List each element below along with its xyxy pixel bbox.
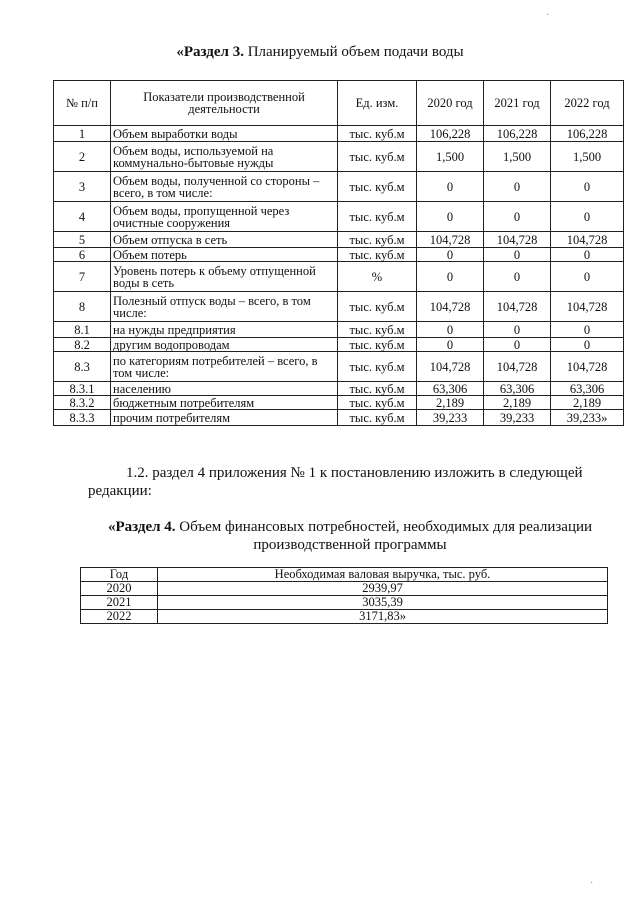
table-row (54, 396, 624, 410)
table-row (81, 610, 608, 624)
row-value-2022: 0 (551, 338, 624, 352)
row-num: 5 (54, 232, 111, 248)
row-value-2022: 0 (551, 262, 624, 292)
row-value-2022: 104,728 (551, 232, 624, 248)
table-row (54, 322, 624, 338)
row-value-2022: 0 (551, 248, 624, 262)
row-name: Объем воды, пропущенной через очистные сооружения (111, 202, 338, 232)
row-num: 1 (54, 126, 111, 142)
row-value-2022: 0 (551, 202, 624, 232)
row-value-2020: 0 (417, 262, 484, 292)
row-num: 3 (54, 172, 111, 202)
row-value-2020: 0 (417, 322, 484, 338)
scan-dot: · (590, 878, 594, 889)
row-unit: тыс. куб.м (338, 292, 417, 322)
row-value-2020: 104,728 (417, 232, 484, 248)
row-year: 2020 (81, 582, 158, 596)
row-value-2021: 104,728 (484, 352, 551, 382)
row-name: Объем воды, полученной со стороны – всего, в том числе: (111, 172, 338, 202)
row-value-2020: 1,500 (417, 142, 484, 172)
row-value-2020: 39,233 (417, 410, 484, 426)
row-value-2022: 39,233» (551, 410, 624, 426)
table-row (54, 338, 624, 352)
row-num: 8.2 (54, 338, 111, 352)
section-4-title-text: Объем финансовых потребностей, необходимых для реализации производственной программы (175, 519, 593, 553)
section-4-title (90, 518, 610, 554)
table-row (81, 596, 608, 610)
row-unit: тыс. куб.м (338, 338, 417, 352)
table-row (54, 410, 624, 426)
section-3-title (0, 44, 640, 61)
section-4-title-bold: «Раздел 4. (107, 519, 176, 535)
table-row (54, 382, 624, 396)
row-unit: тыс. куб.м (338, 352, 417, 382)
row-num: 8.3.1 (54, 382, 111, 396)
row-value-2021: 1,500 (484, 142, 551, 172)
table-row (54, 248, 624, 262)
row-num: 6 (54, 248, 111, 262)
water-supply-table-body (54, 126, 624, 426)
header-2022: 2022 год (551, 81, 624, 126)
row-value-2021: 0 (484, 248, 551, 262)
table-row (54, 352, 624, 382)
row-name: Объем воды, используемой на коммунально-бытовые нужды (111, 142, 338, 172)
scan-dot: · (546, 10, 550, 21)
row-value-2021: 0 (484, 322, 551, 338)
row-value-2021: 104,728 (484, 292, 551, 322)
row-num: 7 (54, 262, 111, 292)
row-name: Уровень потерь к объему отпущенной воды в сеть (111, 262, 338, 292)
header-revenue: Необходимая валовая выручка, тыс. руб. (158, 568, 608, 582)
row-name: Объем отпуска в сеть (111, 232, 338, 248)
table-row (54, 232, 624, 248)
row-unit: тыс. куб.м (338, 126, 417, 142)
row-unit: тыс. куб.м (338, 410, 417, 426)
row-num: 8.1 (54, 322, 111, 338)
row-unit: тыс. куб.м (338, 232, 417, 248)
table-row (54, 172, 624, 202)
row-num: 4 (54, 202, 111, 232)
row-name: на нужды предприятия (111, 322, 338, 338)
section-3-title-bold: «Раздел 3. (176, 44, 244, 60)
row-value-2022: 63,306 (551, 382, 624, 396)
row-name: населению (111, 382, 338, 396)
table-row (54, 126, 624, 142)
row-value-2021: 0 (484, 338, 551, 352)
row-unit: тыс. куб.м (338, 396, 417, 410)
financial-needs-table (80, 567, 608, 624)
row-name: другим водопроводам (111, 338, 338, 352)
header-2020: 2020 год (417, 81, 484, 126)
row-revenue: 3035,39 (158, 596, 608, 610)
row-revenue: 3171,83» (158, 610, 608, 624)
table-header-row (54, 81, 624, 126)
table-row (54, 142, 624, 172)
table-row (54, 262, 624, 292)
table-row (54, 292, 624, 322)
row-unit: тыс. куб.м (338, 322, 417, 338)
header-2021: 2021 год (484, 81, 551, 126)
row-num: 8.3.3 (54, 410, 111, 426)
row-value-2020: 0 (417, 248, 484, 262)
header-name: Показатели производственной деятельности (111, 81, 338, 126)
row-value-2020: 0 (417, 338, 484, 352)
row-unit: % (338, 262, 417, 292)
row-num: 8.3.2 (54, 396, 111, 410)
row-value-2021: 104,728 (484, 232, 551, 248)
row-value-2022: 104,728 (551, 292, 624, 322)
row-value-2020: 104,728 (417, 352, 484, 382)
row-name: Полезный отпуск воды – всего, в том числе: (111, 292, 338, 322)
table-header-row (81, 568, 608, 582)
table-row (54, 202, 624, 232)
row-name: бюджетным потребителям (111, 396, 338, 410)
row-name: Объем потерь (111, 248, 338, 262)
header-unit: Ед. изм. (338, 81, 417, 126)
row-value-2021: 63,306 (484, 382, 551, 396)
row-num: 8 (54, 292, 111, 322)
row-value-2020: 106,228 (417, 126, 484, 142)
row-value-2021: 2,189 (484, 396, 551, 410)
section-3-title-text: Планируемый объем подачи воды (243, 44, 464, 60)
row-value-2022: 1,500 (551, 142, 624, 172)
row-num: 2 (54, 142, 111, 172)
row-name: прочим потребителям (111, 410, 338, 426)
paragraph-1-2: 1.2. раздел 4 приложения № 1 к постановлению изложить в следующей редакции: (88, 465, 583, 499)
header-num: № п/п (54, 81, 111, 126)
row-value-2020: 104,728 (417, 292, 484, 322)
row-value-2022: 2,189 (551, 396, 624, 410)
row-value-2020: 2,189 (417, 396, 484, 410)
row-value-2021: 0 (484, 202, 551, 232)
row-value-2021: 106,228 (484, 126, 551, 142)
row-value-2022: 0 (551, 172, 624, 202)
row-value-2022: 106,228 (551, 126, 624, 142)
row-value-2022: 0 (551, 322, 624, 338)
row-value-2020: 0 (417, 202, 484, 232)
row-value-2021: 0 (484, 172, 551, 202)
row-unit: тыс. куб.м (338, 248, 417, 262)
row-value-2021: 39,233 (484, 410, 551, 426)
row-unit: тыс. куб.м (338, 172, 417, 202)
row-year: 2022 (81, 610, 158, 624)
row-value-2020: 0 (417, 172, 484, 202)
row-revenue: 2939,97 (158, 582, 608, 596)
row-value-2021: 0 (484, 262, 551, 292)
financial-needs-table-body (81, 582, 608, 624)
row-unit: тыс. куб.м (338, 382, 417, 396)
row-name: Объем выработки воды (111, 126, 338, 142)
row-year: 2021 (81, 596, 158, 610)
header-year: Год (81, 568, 158, 582)
water-supply-table (53, 80, 624, 426)
row-value-2022: 104,728 (551, 352, 624, 382)
table-row (81, 582, 608, 596)
row-unit: тыс. куб.м (338, 202, 417, 232)
row-name: по категориям потребителей – всего, в том числе: (111, 352, 338, 382)
row-num: 8.3 (54, 352, 111, 382)
row-value-2020: 63,306 (417, 382, 484, 396)
row-unit: тыс. куб.м (338, 142, 417, 172)
